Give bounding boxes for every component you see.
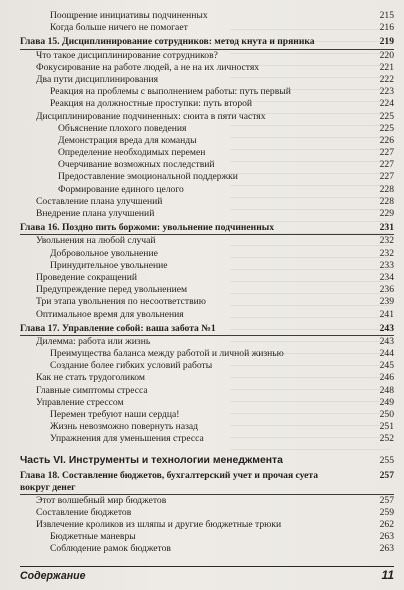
toc-entry-title: Глава 16. Поздно пить боржоми: увольнение подчиненных	[20, 222, 275, 234]
toc-entry-title: Часть VI. Инструменты и технологии менеджмента	[20, 454, 283, 466]
toc-entry	[20, 159, 394, 171]
toc-entry-title: Бюджетные маневры	[50, 531, 136, 543]
toc-entry-page: 228	[379, 195, 394, 207]
toc-entry-title: Главные симптомы стресса	[36, 384, 148, 396]
toc-entry-title: Составление бюджетов	[36, 506, 132, 518]
toc-entry-page: 228	[379, 183, 394, 195]
toc-entry-page: 259	[379, 506, 394, 518]
page-footer	[20, 566, 394, 585]
toc-entry-page: 223	[379, 86, 394, 98]
toc-entry-page: 250	[379, 409, 394, 420]
toc-entry	[20, 147, 394, 159]
table-of-contents	[20, 10, 394, 556]
toc-entry-title: Принудительное увольнение	[50, 259, 168, 271]
toc-entry-title: Добровольное увольнение	[50, 247, 158, 259]
toc-entry-page: 227	[379, 171, 394, 183]
toc-entry-page: 262	[379, 518, 394, 530]
toc-entry-page: 249	[379, 396, 394, 408]
toc-entry	[20, 543, 394, 555]
toc-entry	[20, 385, 394, 397]
toc-entry	[20, 309, 394, 321]
toc-entry-title: Когда больше ничего не помогает	[50, 22, 188, 34]
toc-entry-page: 243	[379, 322, 394, 334]
toc-entry	[20, 22, 394, 34]
toc-entry-title: Очерчивание возможных последствий	[58, 159, 215, 171]
toc-entry	[20, 10, 394, 22]
toc-entry	[20, 272, 394, 284]
toc-entry-page: 244	[379, 348, 394, 360]
toc-entry-page: 243	[379, 335, 394, 347]
toc-entry	[20, 360, 394, 372]
toc-entry	[20, 421, 394, 433]
toc-entry	[20, 519, 394, 531]
toc-entry-page: 232	[379, 235, 394, 247]
toc-entry-title: Внедрение плана улучшений	[36, 208, 155, 219]
toc-entry-page: 263	[379, 531, 394, 543]
toc-entry	[20, 98, 394, 110]
toc-entry	[20, 397, 394, 409]
toc-entry	[20, 336, 394, 348]
toc-entry-page: 233	[379, 259, 394, 271]
toc-entry-page: 232	[379, 247, 394, 259]
toc-entry-title: Увольнения на любой случай	[36, 235, 156, 247]
toc-entry-title: Объяснение плохого поведения	[58, 122, 187, 134]
toc-entry-page: 227	[379, 159, 394, 171]
toc-entry-title: Как не стать трудоголиком	[36, 372, 145, 384]
toc-chapter-heading	[20, 36, 394, 49]
toc-entry	[20, 184, 394, 196]
toc-entry-title: Управление стрессом	[36, 396, 124, 408]
toc-entry	[20, 296, 394, 308]
toc-entry-page: 231	[379, 222, 394, 234]
toc-entry-title: Определение необходимых перемен	[58, 147, 206, 159]
toc-entry-page: 252	[379, 433, 394, 445]
toc-entry-page: 220	[379, 49, 394, 61]
toc-entry-title: Создание более гибких условий работы	[50, 360, 213, 372]
toc-entry-title: Соблюдение рамок бюджетов	[50, 543, 171, 555]
toc-entry-title: Этот волшебный мир бюджетов	[36, 494, 167, 506]
toc-entry-title: Фокусирование на работе людей, а не на их личностях	[36, 61, 260, 73]
toc-entry-title: Оптимальное время для увольнения	[36, 308, 184, 320]
toc-entry-page: 255	[379, 454, 394, 466]
toc-entry-title: Реакция на проблемы с выполнением работы: путь первый	[50, 86, 291, 98]
toc-entry-title: Глава 18. Составление бюджетов, бухгалтерский учет и прочая суета вокруг денег	[20, 469, 319, 493]
toc-entry-page: 234	[379, 271, 394, 283]
toc-chapter-heading	[20, 470, 394, 495]
toc-entry-title: Перемен требуют наши сердца!	[50, 409, 180, 420]
toc-entry-title: Глава 17. Управление собой: ваша забота №1	[20, 322, 216, 334]
toc-entry-title: Составление плана улучшений	[36, 195, 163, 207]
toc-entry-page: 257	[379, 469, 394, 481]
toc-entry-page: 227	[379, 147, 394, 159]
toc-entry	[20, 409, 394, 421]
toc-entry-title: Два пути дисциплинирования	[36, 73, 159, 85]
toc-entry-title: Жизнь невозможно повернуть назад	[50, 421, 199, 433]
toc-entry-page: 251	[379, 421, 394, 433]
toc-entry-page: 225	[379, 122, 394, 134]
toc-entry	[20, 50, 394, 62]
toc-entry-title: Извлечение кроликов из шляпы и другие бюджетные трюки	[36, 518, 282, 530]
toc-entry-page: 239	[379, 296, 394, 308]
toc-entry	[20, 135, 394, 147]
toc-chapter-heading	[20, 323, 394, 336]
toc-entry	[20, 248, 394, 260]
toc-entry	[20, 86, 394, 98]
toc-entry	[20, 260, 394, 272]
toc-entry-page: 224	[379, 98, 394, 110]
running-footer-label: Содержание	[20, 570, 86, 582]
toc-entry	[20, 495, 394, 507]
toc-entry-page: 216	[379, 22, 394, 34]
toc-entry-title: Проведение сокращений	[36, 271, 138, 283]
toc-entry-title: Упражнения для уменьшения стресса	[50, 433, 204, 445]
toc-entry-page: 215	[379, 10, 394, 21]
toc-entry	[20, 235, 394, 247]
toc-entry	[20, 433, 394, 445]
toc-entry-page: 236	[379, 284, 394, 296]
toc-entry-page: 248	[379, 384, 394, 396]
toc-entry-title: Формирование единого целого	[58, 183, 184, 195]
toc-entry	[20, 111, 394, 123]
toc-entry-page: 219	[379, 36, 394, 48]
toc-entry-title: Предупреждение перед увольнением	[36, 284, 188, 296]
toc-entry	[20, 62, 394, 74]
toc-entry	[20, 208, 394, 220]
toc-chapter-heading	[20, 222, 394, 235]
toc-entry-title: Три этапа увольнения по несоответствию	[36, 296, 206, 308]
toc-entry	[20, 74, 394, 86]
toc-entry-page: 241	[379, 308, 394, 320]
page-number: 11	[381, 568, 394, 582]
toc-entry-title: Поощрение инициативы подчиненных	[50, 10, 208, 21]
toc-entry-title: Что такое дисциплинирование сотрудников?	[36, 49, 218, 61]
toc-entry-page: 263	[379, 543, 394, 555]
toc-entry	[20, 372, 394, 384]
toc-entry-page: 245	[379, 360, 394, 372]
toc-entry-title: Демонстрация вреда для команды	[58, 134, 197, 146]
toc-entry-page: 226	[379, 134, 394, 146]
toc-entry-title: Глава 15. Дисциплинирование сотрудников: метод кнута и пряника	[20, 36, 315, 48]
toc-entry	[20, 507, 394, 519]
toc-entry	[20, 171, 394, 183]
toc-part-heading	[20, 454, 394, 468]
toc-entry	[20, 348, 394, 360]
toc-entry-page: 221	[379, 61, 394, 73]
toc-entry-page: 246	[379, 372, 394, 384]
toc-entry	[20, 196, 394, 208]
toc-entry-title: Реакция на должностные проступки: путь второй	[50, 98, 253, 110]
toc-entry	[20, 531, 394, 543]
toc-entry-title: Дисциплинирование подчиненных: сюита в пяти частях	[36, 110, 266, 122]
toc-entry-title: Преимущества баланса между работой и личной жизнью	[50, 348, 284, 360]
toc-entry-page: 257	[379, 494, 394, 506]
toc-entry-title: Предоставление эмоциональной поддержки	[58, 171, 238, 183]
toc-entry-page: 229	[379, 208, 394, 219]
toc-entry-title: Дилемма: работа или жизнь	[36, 335, 151, 347]
toc-entry	[20, 284, 394, 296]
toc-entry	[20, 123, 394, 135]
toc-entry-page: 222	[379, 73, 394, 85]
toc-entry-page: 225	[379, 110, 394, 122]
